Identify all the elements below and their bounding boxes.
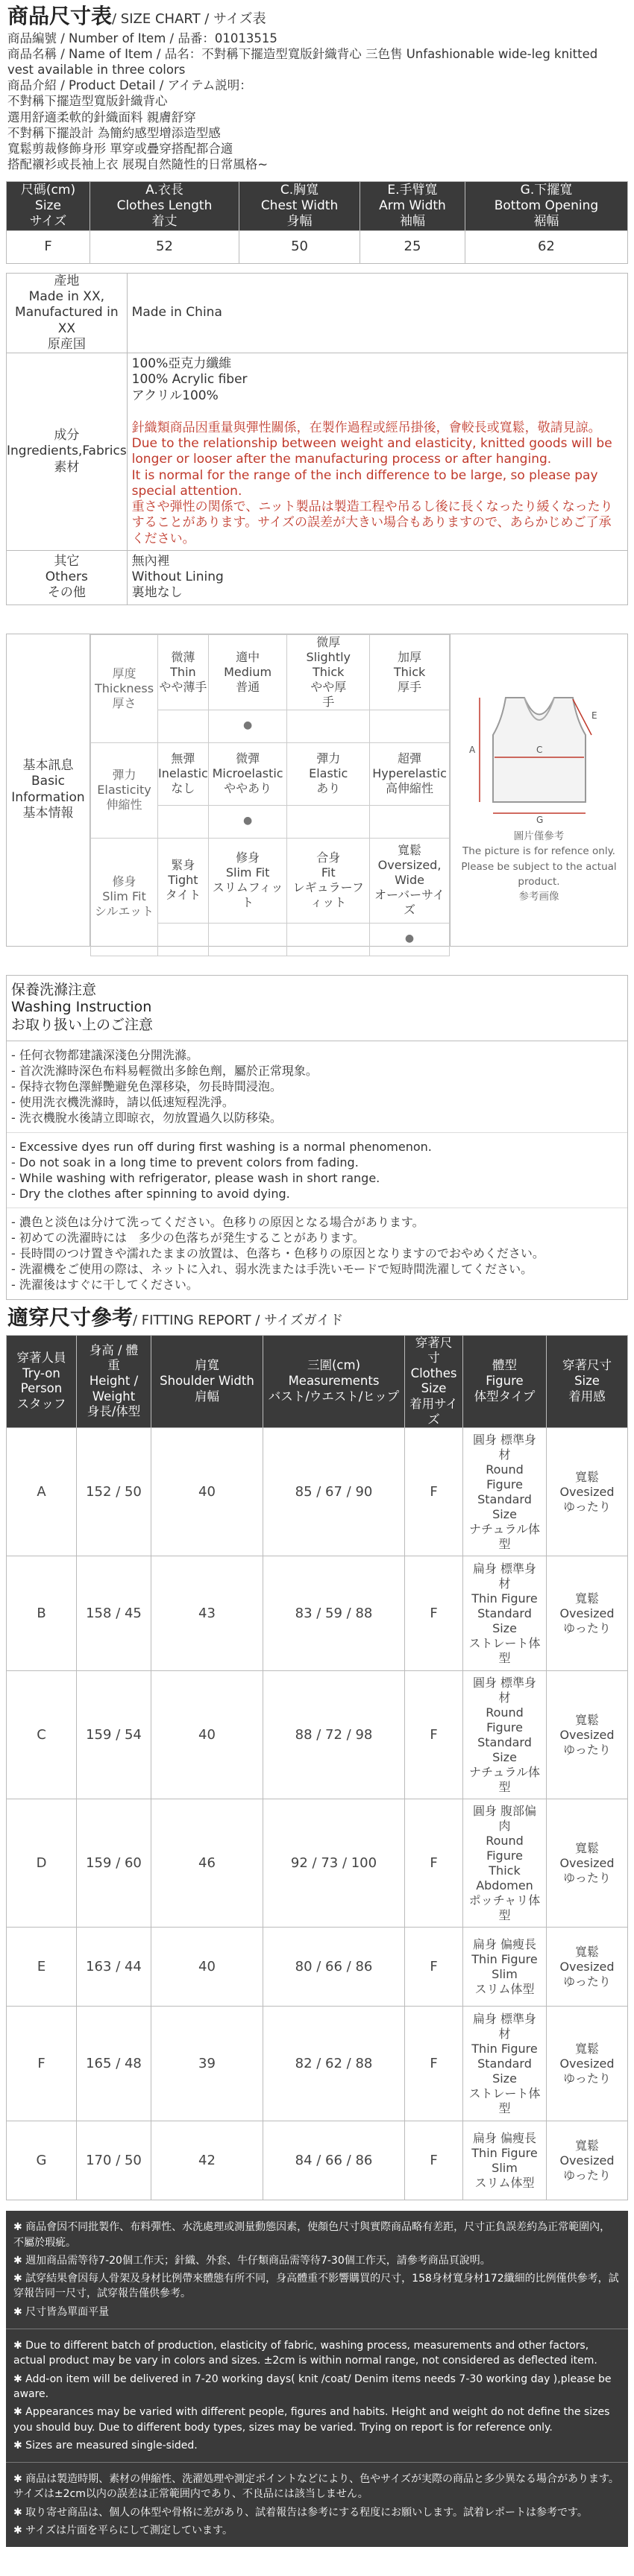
feel-cell: 寬鬆 Ovesized ゆったり	[547, 1799, 628, 1928]
ingredients-row	[7, 353, 628, 551]
others-row	[7, 550, 628, 604]
table-row	[7, 1799, 628, 1928]
fit-marker	[208, 923, 287, 956]
height-weight-cell: 152 / 50	[77, 1428, 151, 1556]
origin-label: 產地 Made in XX, Manufactured in XX 原産国	[7, 273, 128, 353]
person-cell: F	[7, 2007, 77, 2121]
thickness-row	[91, 634, 450, 710]
selected-dot-icon: ●	[242, 815, 253, 827]
fitting-title: 適穿尺寸參考	[7, 1304, 134, 1330]
elasticity-marker	[370, 805, 450, 838]
diagram-letter-c: C	[536, 745, 542, 756]
size-chart-title: 商品尺寸表	[7, 4, 113, 28]
notes-en: ✱ Due to different batch of production, elasticity of fabric, washing process, measurements and other factors, actual product may be vary in colors and sizes. ±2cm is within normal range, not considered as deflected item. ✱ Add-on item will be delivered in 7-20 working days( knit /coat/ Denim items needs 7-30 working day ),please be aware. ✱ Appearances may be varied with different people, figures and habits. Height and weight do not define the sizes you should buy. Due to different body types, sizes may be varied. Trying on report is for reference only. ✱ Sizes are measured single-sided.	[6, 2329, 628, 2463]
elasticity-marker	[208, 805, 287, 838]
fit-label: 修身 Slim Fit シルエット	[91, 838, 158, 956]
measurements-cell: 88 / 72 / 98	[263, 1671, 405, 1799]
basic-info-label: 基本訊息 Basic Information 基本情報	[7, 634, 90, 946]
clothes-size-header: 穿著尺 寸 Clothes Size 着用サイズ	[405, 1335, 463, 1428]
elasticity-option: 微彈 Microelastic ややあり	[208, 742, 287, 805]
fit-option: 緊身 Tight タイト	[158, 838, 209, 923]
size-header: 尺碼(cm) Size サイズ	[7, 181, 90, 230]
vest-diagram-icon	[465, 675, 614, 824]
feel-cell: 寬鬆 Ovesized ゆったり	[547, 1556, 628, 1671]
washing-instructions	[6, 975, 628, 1300]
clothes-size-cell: F	[405, 1428, 463, 1556]
shoulder-cell: 40	[151, 1428, 263, 1556]
washing-title: 保養洗滌注意 Washing Instruction お取り扱い上のご注意	[7, 976, 627, 1041]
size-cell: F	[7, 230, 90, 263]
thickness-label: 厚度 Thickness 厚さ	[91, 634, 158, 742]
elasticity-option: 無彈 Inelastic なし	[158, 742, 209, 805]
table-row	[7, 1928, 628, 2007]
feel-cell: 寬鬆 Ovesized ゆったり	[547, 2121, 628, 2200]
thickness-option: 適中 Medium 普通	[208, 634, 287, 710]
elasticity-row	[91, 742, 450, 805]
ingredients-label: 成分 Ingredients,Fabrics 素材	[7, 353, 128, 551]
height-weight-cell: 165 / 48	[77, 2007, 151, 2121]
info-line: 商品編號 / Number of Item / 品番：01013515	[7, 31, 277, 45]
fitting-subtitle: / FITTING REPORT / サイズガイド	[133, 1312, 344, 1328]
measurements-header: 三圍(cm) Measurements バスト/ウエスト/ヒップ	[263, 1335, 405, 1428]
person-cell: C	[7, 1671, 77, 1799]
diagram-letter-a: A	[468, 745, 475, 756]
clothes-size-cell: F	[405, 1799, 463, 1928]
height-weight-cell: 159 / 54	[77, 1671, 151, 1799]
shoulder-header: 肩寬 Shoulder Width 肩幅	[151, 1335, 263, 1428]
bottom-cell: 62	[465, 230, 627, 263]
fit-marker	[287, 923, 370, 956]
shoulder-cell: 43	[151, 1556, 263, 1671]
selected-dot-icon: ●	[242, 719, 253, 732]
feel-header: 穿著尺寸 Size 着用感	[547, 1335, 628, 1428]
clothes-size-cell: F	[405, 2121, 463, 2200]
clothes-size-cell: F	[405, 1556, 463, 1671]
ingredients-value: 100%亞克力纖維 100% Acrylic fiber アクリル100% 針織類商品因重量與彈性關係，在製作過程或經吊掛後，會較長或寬鬆，敬請見諒。 Due to the relationship between weight and elasticity, knitted goods will be longer or looser after the manufacturing process or after hanging. It is normal for the range of the inch difference to be large, so please pay special attention. 重さや弾性の関係で、ニット製品は製造工程や吊るし後に長くなったり緩くなったりすることがあります。サイズの誤差が大きい場合もありますので、あらかじめご了承ください。	[127, 353, 627, 551]
info-line: 商品名稱 / Name of Item / 品名：不對稱下擺造型寬版針織背心 三色售 Unfashionable wide-leg knitted vest available in three colors	[7, 47, 598, 78]
size-chart-header	[0, 0, 634, 29]
person-cell: B	[7, 1556, 77, 1671]
feel-cell: 寬鬆 Ovesized ゆったり	[547, 1428, 628, 1556]
size-chart-subtitle: / SIZE CHART / サイズ表	[112, 11, 266, 27]
washing-en: - Excessive dyes run off during first washing is a normal phenomenon. - Do not soak in a long time to prevent colors from fading. - While washing with refrigerator, please wash in short range. - Dry the clothes after spinning to avoid dying.	[7, 1133, 627, 1208]
thickness-marker	[370, 710, 450, 742]
diagram-letter-g: G	[536, 815, 543, 825]
table-row	[7, 2007, 628, 2121]
clothes-size-cell: F	[405, 2007, 463, 2121]
selected-dot-icon: ●	[404, 932, 415, 945]
info-line: 商品介紹 / Product Detail / アイテム説明：	[7, 78, 252, 93]
table-row	[7, 1428, 628, 1556]
fit-row	[91, 838, 450, 923]
table-row	[7, 230, 628, 263]
clothes-size-cell: F	[405, 1671, 463, 1799]
elasticity-label: 彈力 Elasticity 伸縮性	[91, 742, 158, 838]
person-cell: E	[7, 1928, 77, 2007]
shoulder-cell: 42	[151, 2121, 263, 2200]
materials-table	[6, 273, 628, 605]
feel-cell: 寬鬆 Ovesized ゆったり	[547, 1928, 628, 2007]
fitting-report-header	[0, 1300, 634, 1330]
info-line: 不對稱下擺造型寬版針織背心	[7, 94, 168, 109]
chest-cell: 50	[239, 230, 360, 263]
shoulder-cell: 46	[151, 1799, 263, 1928]
fit-marker	[370, 923, 450, 956]
figure-cell: 扁身 標準身 材 Thin Figure Standard Size ストレート体 型	[463, 2007, 547, 2121]
size-table	[6, 181, 628, 264]
clothes-size-cell: F	[405, 1928, 463, 2007]
thickness-marker	[287, 710, 370, 742]
measurements-cell: 80 / 66 / 86	[263, 1928, 405, 2007]
info-line: 搭配襯衫或長袖上衣 展現自然隨性的日常風格~	[7, 157, 269, 171]
bottom-opening-header: G.下擺寬 Bottom Opening 裾幅	[465, 181, 627, 230]
others-label: 其它 Others その他	[7, 550, 128, 604]
thickness-marker	[208, 710, 287, 742]
clothes-length-header: A.衣長 Clothes Length 着丈	[90, 181, 239, 230]
washing-ja: - 濃色と淡色は分けて洗ってください。色移りの原因となる場合があります。 - 初めての洗濯時には 多少の色落ちが発生することがあります。 - 長時間のつけ置きや濡れたままの放置は、色落ち・色移りの原因となりますのでおやめください。 - 洗濯機をご使用の際は、ネットに入れ、弱水洗または手洗いモードで短時間洗濯してください。 - 洗濯後はすぐに干してください。	[11, 1214, 544, 1292]
basic-information	[6, 634, 628, 947]
person-cell: A	[7, 1428, 77, 1556]
notes-zh: ✱ 商品會因不同批製作、布料彈性、水洗處理或測量動態因素，使顏色尺寸與實際商品略有差距，尺寸正負誤差約為正常範圍內，不屬於瑕疵。 ✱ 週加商品需等待7-20個工作天；針織、外套、牛仔類商品需等待7-30個工作天，請參考商品頁說明。 ✱ 試穿結果會因每人骨架及身材比例帶來體態有所不同，身高體重不影響購買的尺寸，158身材寬身材172纖細的比例僅供參考，試穿報告同一尺寸，試穿報告僅供參考。 ✱ 尺寸皆為單面平量	[6, 2211, 628, 2329]
figure-cell: 扁身 標準身 材 Thin Figure Standard Size ストレート体 型	[463, 1556, 547, 1671]
arm-cell: 25	[360, 230, 465, 263]
figure-cell: 圓身 標準身 材 Round Figure Standard Size ナチュラル体 型	[463, 1428, 547, 1556]
measurements-cell: 85 / 67 / 90	[263, 1428, 405, 1556]
fit-option: 合身 Fit レギュラーフィット	[287, 838, 370, 923]
height-weight-cell: 163 / 44	[77, 1928, 151, 2007]
diagram-caption: 圖片僅參考 The picture is for refence only. Please be subject to the actual product. 参考画像	[461, 830, 617, 903]
figure-cell: 扁身 偏瘦長 Thin Figure Slim スリム体型	[463, 1928, 547, 2007]
shoulder-cell: 39	[151, 2007, 263, 2121]
elasticity-option: 彈力 Elastic あり	[287, 742, 370, 805]
person-header: 穿著人員 Try-on Person スタッフ	[7, 1335, 77, 1428]
figure-header: 體型 Figure 体型タイプ	[463, 1335, 547, 1428]
measurements-cell: 92 / 73 / 100	[263, 1799, 405, 1928]
info-line: 不對稱下擺設計 為簡約感型增添造型感	[7, 125, 221, 140]
feel-cell: 寬鬆 Ovesized ゆったり	[547, 2007, 628, 2121]
fit-option: 修身 Slim Fit スリムフィット	[208, 838, 287, 923]
table-row	[7, 1556, 628, 1671]
origin-row	[7, 273, 628, 353]
fit-marker	[158, 923, 209, 956]
table-row	[7, 2121, 628, 2200]
table-row	[7, 1671, 628, 1799]
height-weight-header: 身高 / 體 重 Height / Weight 身長/体型	[77, 1335, 151, 1428]
info-line: 選用舒適柔軟的針織面料 親膚舒穿	[7, 110, 196, 124]
elasticity-option: 超彈 Hyperelastic 高伸縮性	[370, 742, 450, 805]
elasticity-marker	[287, 805, 370, 838]
figure-cell: 圓身 腹部偏 肉 Round Figure Thick Abdomen ポッチャリ体 型	[463, 1799, 547, 1928]
origin-value: Made in China	[127, 273, 627, 353]
product-info	[0, 29, 634, 174]
thickness-option: 加厚 Thick 厚手	[370, 634, 450, 710]
thickness-option: 微厚 Slightly Thick やや厚 手	[287, 634, 370, 710]
fitting-table	[6, 1335, 628, 2201]
knit-warning: 針織類商品因重量與彈性關係，在製作過程或經吊掛後，會較長或寬鬆，敬請見諒。 Due to the relationship between weight and elasticity, knitted goods will be longer or looser after the manufacturing process or after hanging. It is normal for the range of the inch difference to be large, so please pay special attention. 重さや弾性の関係で、ニット製品は製造工程や吊るし後に長くなったり緩くなったりすることがあります。サイズの誤差が大きい場合もありますので、あらかじめご了承ください。	[131, 420, 613, 546]
info-line: 寬鬆剪裁修飾身形 單穿或疊穿搭配都合適	[7, 141, 233, 156]
height-weight-cell: 158 / 45	[77, 1556, 151, 1671]
figure-cell: 扁身 偏瘦長 Thin Figure Slim スリム体型	[463, 2121, 547, 2200]
person-cell: G	[7, 2121, 77, 2200]
thickness-marker	[158, 710, 209, 742]
chest-width-header: C.胸寬 Chest Width 身幅	[239, 181, 360, 230]
others-value: 無內裡 Without Lining 裏地なし	[127, 550, 627, 604]
basic-info-grid	[90, 634, 450, 946]
diagram-letter-e: E	[591, 710, 597, 722]
garment-diagram	[450, 634, 627, 946]
height-weight-cell: 159 / 60	[77, 1799, 151, 1928]
washing-zh: - 任何衣物都建議深淺色分開洗滌。 - 首次洗滌時深色布料易輕微出多餘色劑，屬於正常現象。 - 保持衣物色澤鮮艷避免色澤移染，勿長時間浸泡。 - 使用洗衣機洗滌時，請以低速短程洗淨。 - 洗衣機脫水後請立即晾衣，勿放置過久以防移染。	[7, 1041, 627, 1133]
notes-panel	[6, 2211, 628, 2547]
fitting-header-row	[7, 1335, 628, 1428]
measurements-cell: 82 / 62 / 88	[263, 2007, 405, 2121]
person-cell: D	[7, 1799, 77, 1928]
length-cell: 52	[90, 230, 239, 263]
shoulder-cell: 40	[151, 1671, 263, 1799]
measurements-cell: 84 / 66 / 86	[263, 2121, 405, 2200]
fit-option: 寬鬆 Oversized, Wide オーバーサイズ	[370, 838, 450, 923]
elasticity-marker	[158, 805, 209, 838]
feel-cell: 寬鬆 Ovesized ゆったり	[547, 1671, 628, 1799]
size-table-header-row	[7, 181, 628, 230]
thickness-option: 微薄 Thin やや薄手	[158, 634, 209, 710]
measurements-cell: 83 / 59 / 88	[263, 1556, 405, 1671]
arm-width-header: E.手臂寬 Arm Width 袖幅	[360, 181, 465, 230]
figure-cell: 圓身 標準身 材 Round Figure Standard Size ナチュラル体 型	[463, 1671, 547, 1799]
notes-ja: ✱ 商品は製造時期、素材の伸縮性、洗濯処理や測定ポイントなどにより、色やサイズが実際の商品と多少異なる場合があります。サイズは±2cm以内の誤差は正常範囲内であり、不良品には該当しません。 ✱ 取り寄せ商品は、個人の体型や骨格に差があり、試着報告は参考にする程度にお願いします。試着レポートは参考です。 ✱ サイズは片面を平らにして測定しています。	[13, 2473, 619, 2537]
shoulder-cell: 40	[151, 1928, 263, 2007]
height-weight-cell: 170 / 50	[77, 2121, 151, 2200]
